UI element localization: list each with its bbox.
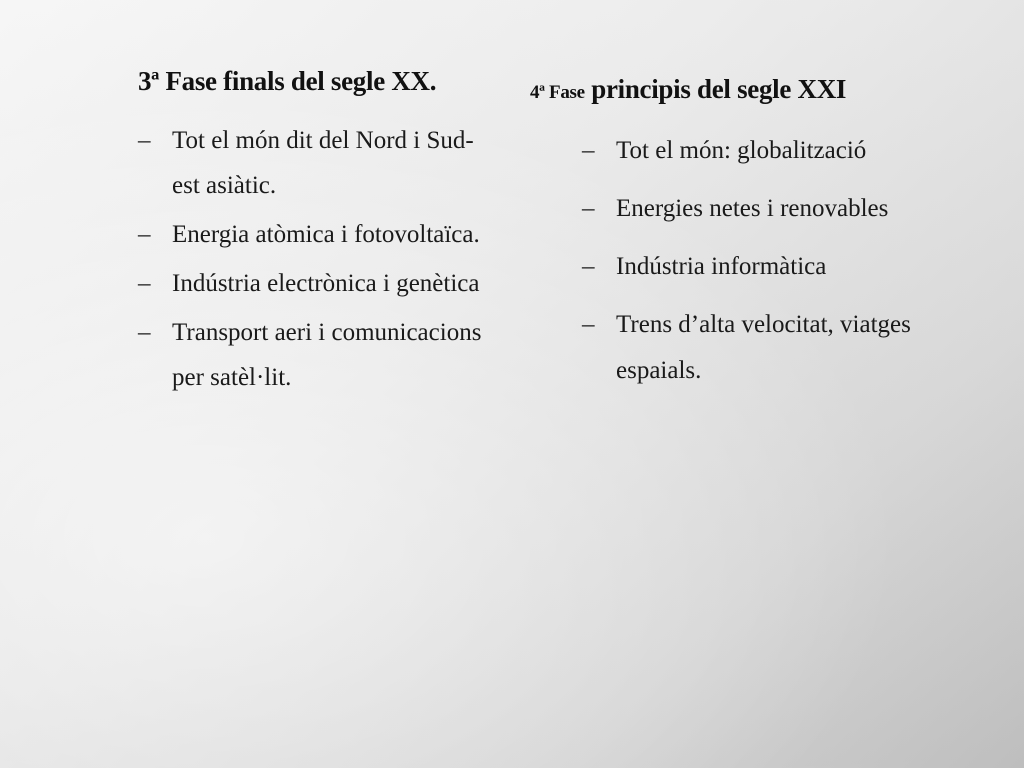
dash-bullet-icon: – [582,137,595,164]
list-item-text: Transport aeri i comunicacions per satèl·lit. [172,319,482,391]
dash-bullet-icon: – [138,127,151,154]
dash-bullet-icon: – [138,221,151,248]
right-bullet-list [582,128,942,406]
list-item [138,310,498,400]
list-item-text: Tot el món: globalització [616,137,867,164]
left-bullet-list [138,118,498,404]
list-item [582,186,942,232]
list-item-text: Trens d’alta velocitat, viatges espaials. [616,311,911,384]
dash-bullet-icon: – [582,311,595,338]
list-item [138,261,498,306]
list-item-text: Indústria electrònica i genètica [172,270,480,297]
list-item [582,302,942,394]
dash-bullet-icon: – [138,270,151,297]
list-item [582,244,942,290]
list-item-text: Energia atòmica i fotovoltaïca. [172,221,480,248]
list-item [138,212,498,257]
right-heading-prefix: 4ª Fase [530,82,585,103]
dash-bullet-icon: – [138,319,151,346]
list-item-text: Energies netes i renovables [616,195,889,222]
right-column-heading [530,74,846,105]
dash-bullet-icon: – [582,253,595,280]
list-item-text: Tot el món dit del Nord i Sud-est asiàtic. [172,127,474,199]
dash-bullet-icon: – [582,195,595,222]
left-column-heading: 3ª Fase finals del segle XX. [138,66,437,96]
right-heading-rest: principis del segle XXI [591,74,847,104]
list-item [138,118,498,208]
list-item [582,128,942,174]
list-item-text: Indústria informàtica [616,253,827,280]
